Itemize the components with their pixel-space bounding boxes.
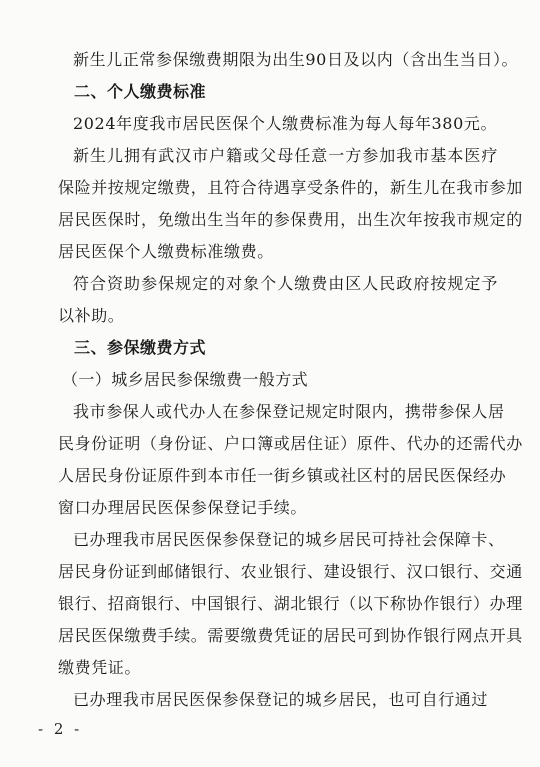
text-line-standard-payment: 居民医保个人缴费标准缴费。: [58, 242, 274, 261]
text-line-social-security-card: 已办理我市居民医保参保登记的城乡居民可持社会保障卡、: [73, 530, 505, 549]
text-line-insurance-payment: 保险并按规定缴费，且符合待遇享受条件的，新生儿在我市参加: [58, 178, 523, 197]
subsection-heading-general-method: （一）城乡居民参保缴费一般方式: [62, 370, 309, 389]
text-line-banks-1: 居民身份证到邮储银行、农业银行、建设银行、汉口银行、交通: [58, 562, 523, 581]
text-line-registration-deadline: 我市参保人或代办人在参保登记规定时限内，携带参保人居: [73, 402, 505, 421]
text-line-window-registration: 窗口办理居民医保参保登记手续。: [58, 498, 308, 517]
text-line-self-service: 已办理我市居民医保参保登记的城乡居民，也可自行通过: [73, 690, 489, 709]
text-line-subsidy-end: 以补助。: [58, 306, 125, 325]
text-line-identity-documents: 民身份证明（身份证、户口簿或居住证）原件、代办的还需代办: [58, 434, 523, 453]
text-line-newborn-hukou: 新生儿拥有武汉市户籍或父母任意一方参加我市基本医疗: [73, 146, 498, 165]
text-line-newborn-deadline: 新生儿正常参保缴费期限为出生90日及以内（含出生当日）。: [73, 50, 519, 69]
text-line-agent-id: 人居民身份证原件到本市任一街乡镇或社区村的居民医保经办: [58, 466, 507, 485]
section-heading-personal-contribution: 二、个人缴费标准: [74, 82, 207, 101]
text-line-2024-standard: 2024年度我市居民医保个人缴费标准为每人每年380元。: [73, 114, 498, 133]
page-number: - 2 -: [38, 720, 83, 738]
text-line-payment-voucher: 居民医保缴费手续。需要缴费凭证的居民可到协作银行网点开具: [58, 626, 523, 645]
text-line-exempt-first-year: 居民医保时，免缴出生当年的参保费用，出生次年按我市规定的: [58, 210, 523, 229]
text-line-subsidy-objects: 符合资助参保规定的对象个人缴费由区人民政府按规定予: [73, 274, 498, 293]
text-line-voucher-end: 缴费凭证。: [58, 658, 142, 677]
text-line-banks-2: 银行、招商银行、中国银行、湖北银行（以下称协作银行）办理: [58, 594, 523, 613]
section-heading-payment-methods: 三、参保缴费方式: [74, 338, 207, 357]
